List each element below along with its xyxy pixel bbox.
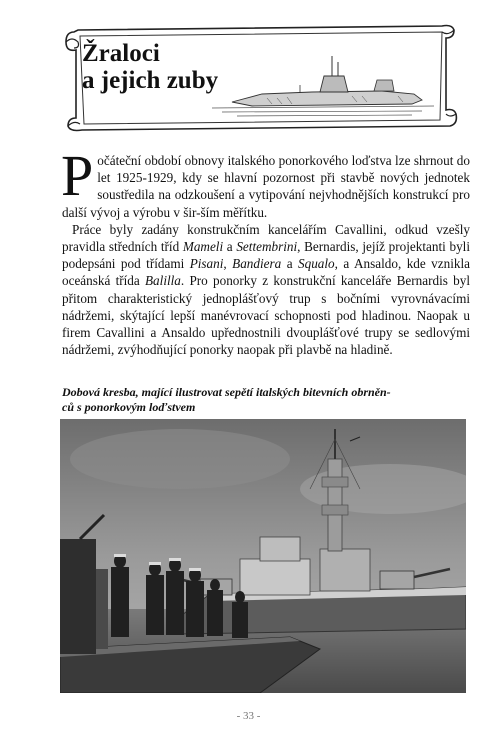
figure-caption bbox=[62, 385, 472, 415]
battleship-submarine-drawing bbox=[60, 419, 466, 693]
article-body bbox=[61, 143, 470, 358]
paragraph-1: Počáteční období obnovy italského ponorkového loďstva lze shrnout do let 1925-1929, kdy se hlavní pozornost při stavbě nových jednotek soustředila na odzkoušení a vytipování nejvhodnějších konstrukcí pro další vývoj a výrobu v šir-ším měřítku. bbox=[61, 143, 470, 220]
caption-line2: ců s ponorkovým loďstvem bbox=[62, 400, 196, 414]
article-title bbox=[82, 40, 242, 94]
period-illustration bbox=[60, 419, 466, 693]
article-title-line1: Žraloci bbox=[82, 40, 160, 67]
article-title-line2: a jejich zuby bbox=[82, 67, 219, 94]
paragraph-2: Práce byly zadány konstrukčním kancelářím Cavallini, odkud vzešly pravidla středních tříd Mameli a Settembrini, Bernardis, jejíž projektanti byli podepsáni pod třídami Pisani, Bandiera a Squalo, a Ansaldo, kde vznikla oceánská třída Balilla. Pro ponorky z konstrukční kanceláře Bernardis byl přitom charakteristický jednoplášťový trup s bočními vyrovnávacími nádržemi, skýtající lepší manévrovací schopnosti pod hladinou. Naopak u firem Cavallini a Ansaldo upřednostnili dvouplášťové trupy se sedlovými nádržemi, zvýhodňující ponorky naopak při plavbě na hladině. bbox=[62, 221, 470, 358]
caption-line1: Dobová kresba, mající ilustrovat sepětí italských bitevních obrněn- bbox=[62, 385, 391, 399]
page-number: - 33 - bbox=[236, 710, 261, 722]
drop-cap: P bbox=[61, 143, 94, 208]
